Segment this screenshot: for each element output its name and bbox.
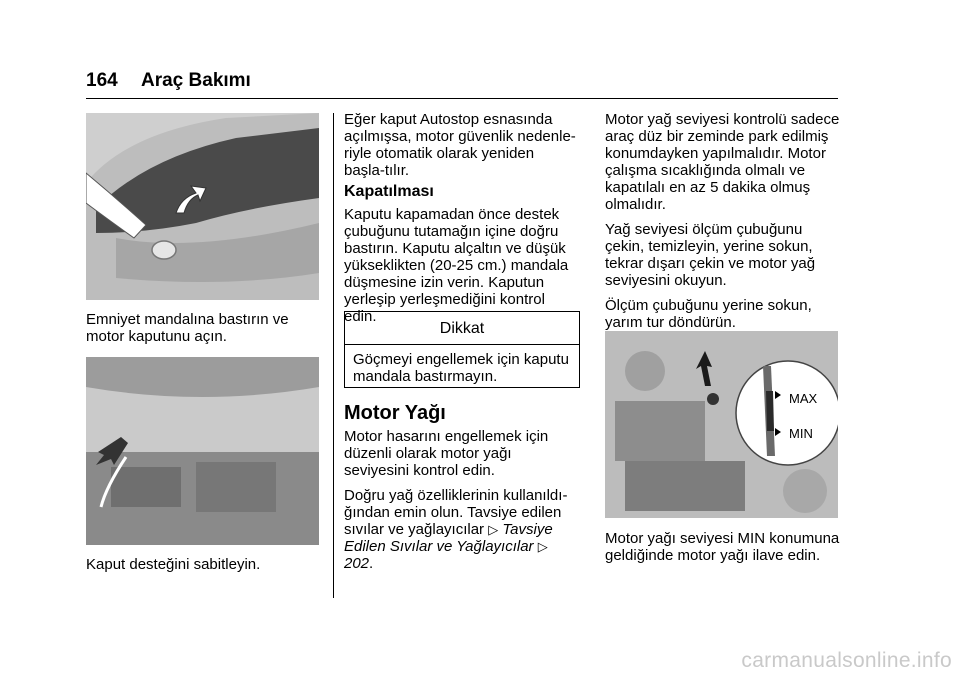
column-separator [333, 113, 334, 598]
oil-check-paragraph-2: Yağ seviyesi ölçüm çubuğunu çekin, temizleyin, yerine sokun, tekrar dışarı çekin ve motor yağ seviyesini okuyun. [605, 221, 816, 289]
warning-divider [345, 344, 579, 345]
fluids-reference-link[interactable]: Tavsiye Edilen Sıvılar ve Yağlayıcılar [344, 521, 553, 555]
oil-check-paragraph-3: Ölçüm çubuğunu yerine sokun, yarım tur döndürün. [605, 297, 812, 331]
page-reference-icon: ▷ [537, 539, 548, 554]
page-reference-icon: ▷ [488, 522, 499, 537]
section-title: Araç Bakımı [141, 70, 251, 91]
dipstick-illustration [605, 331, 838, 518]
oil-check-paragraph-1: Motor yağ seviyesi kontrolü sadece araç düz bir zeminde park edilmiş konumdayken yapılmalıdır. Motor çalışma sıcaklığında olmalı ve kapatılalı en az 5 dakika olmuş olmalıdır. [605, 111, 840, 213]
dipstick-max-label: MAX [789, 391, 818, 406]
engine-oil-heading: Motor Yağı [344, 402, 446, 424]
fluids-reference-page[interactable]: 202 [344, 555, 370, 572]
warning-text: Göçmeyi engellemek için kaputu mandala bastırmayın. [353, 351, 569, 385]
page-number: 164 [86, 70, 118, 91]
hood-prop-illustration [86, 357, 319, 545]
header-rule [86, 98, 838, 99]
engine-oil-section [344, 402, 580, 572]
hood-prop-caption: Kaput desteğini sabitleyin. [86, 556, 261, 573]
closing-section [344, 183, 578, 325]
watermark: carmanualsonline.info [741, 649, 952, 672]
closing-text: Kaputu kapamadan önce destek çubuğunu tutamağın içine doğru bastırın. Kaputu alçaltın ve düşük yükseklikten (20-25 cm.) mandala düşmesine izin verin. Kaputun yerleşip yerleşmediğini kontrol edin. [344, 206, 569, 325]
closing-heading: Kapatılması [344, 183, 434, 200]
autostop-paragraph: Eğer kaput Autostop esnasında açılmışsa, motor güvenlik nedenle-riyle otomatik olarak yeniden başla-tılır. [344, 111, 576, 179]
oil-check-text [605, 111, 841, 331]
hood-latch-caption: Emniyet mandalına bastırın ve motor kaputunu açın. [86, 311, 289, 345]
dipstick-min-label: MIN [789, 426, 813, 441]
dipstick-caption: Motor yağı seviyesi MIN konumuna geldiğinde motor yağı ilave edin. [605, 530, 840, 564]
warning-box [344, 311, 580, 388]
engine-oil-paragraph-2: Doğru yağ özelliklerinin kullanıldı-ğından emin olun. Tavsiye edilen sıvılar ve yağlayıcılar ▷ Tavsiye Edilen Sıvılar ve Yağlayıcılar ▷ 202. [344, 487, 568, 572]
hood-latch-illustration [86, 113, 319, 300]
warning-title: Dikkat [439, 320, 485, 337]
engine-oil-paragraph-1: Motor hasarını engellemek için düzenli olarak motor yağı seviyesini kontrol edin. [344, 428, 549, 479]
